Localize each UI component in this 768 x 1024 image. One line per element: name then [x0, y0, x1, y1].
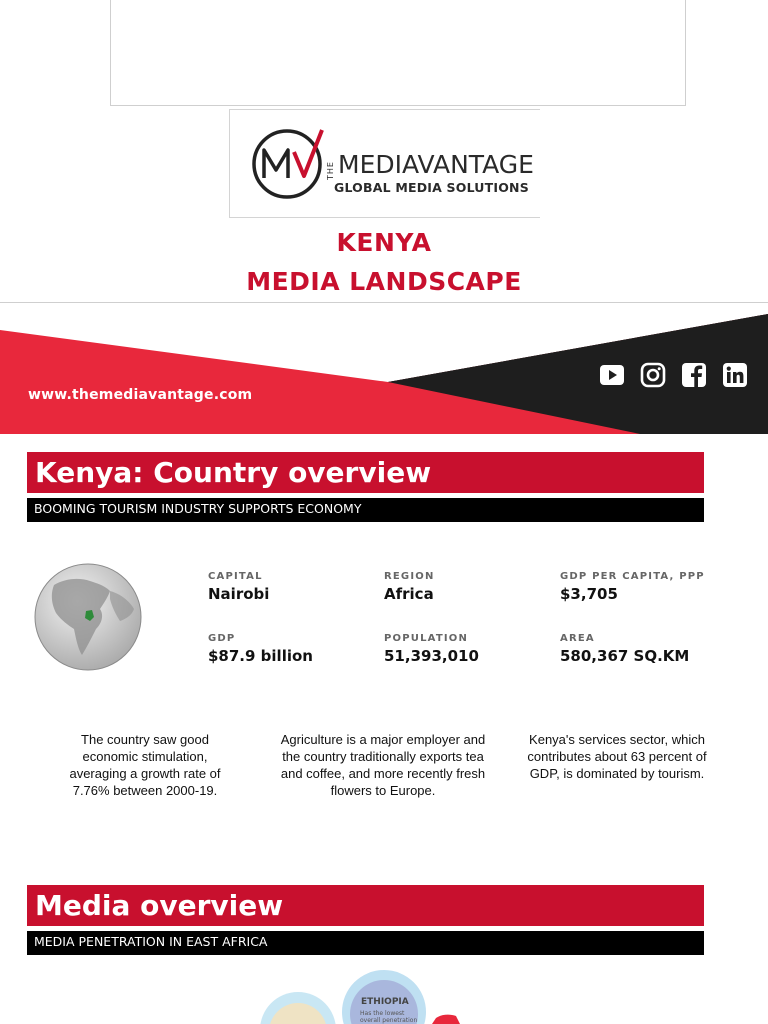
stat-value-region: Africa: [384, 585, 434, 603]
stat-value-area: 580,367 SQ.KM: [560, 647, 690, 665]
stat-value-capital: Nairobi: [208, 585, 270, 603]
stat-label-region: REGION: [384, 571, 435, 582]
brand-logo: [229, 109, 540, 218]
logo-tagline: GLOBAL MEDIA SOLUTIONS: [334, 180, 529, 195]
website-link[interactable]: www.themediavantage.com: [28, 387, 253, 403]
stat-value-population: 51,393,010: [384, 647, 479, 665]
section-heading-country-overview: Kenya: Country overview: [27, 452, 704, 493]
stat-label-area: AREA: [560, 633, 595, 644]
paragraph-growth: The country saw good economic stimulation, averaging a growth rate of 7.76% between 2000-19.: [69, 732, 221, 798]
top-placeholder-box: [110, 0, 686, 106]
instagram-icon[interactable]: [640, 362, 666, 388]
stat-value-gdp-per-capita: $3,705: [560, 585, 618, 603]
stat-label-population: POPULATION: [384, 633, 469, 644]
stat-label-capital: CAPITAL: [208, 571, 263, 582]
paragraph-agriculture: Agriculture is a major employer and the country traditionally exports tea and coffee, and more recently fresh flowers to Europe.: [280, 732, 486, 798]
bubble-note-ethiopia: Has the lowest overall penetration: [360, 1010, 418, 1024]
logo-the-text: THE: [326, 161, 335, 180]
section-subheading-media-overview: MEDIA PENETRATION IN EAST AFRICA: [27, 931, 704, 955]
logo-main-text: MEDIAVANTAGE: [338, 150, 534, 179]
page-title-line2: MEDIA LANDSCAPE: [246, 267, 522, 296]
stat-label-gdp-per-capita: GDP PER CAPITA, PPP: [560, 571, 705, 582]
section-heading-media-overview: Media overview: [27, 885, 704, 926]
page-title-line1: KENYA: [336, 228, 432, 257]
facebook-icon[interactable]: [681, 362, 707, 388]
paragraph-services: Kenya's services sector, which contributes about 63 percent of GDP, is dominated by tourism.: [527, 732, 707, 781]
stat-label-gdp: GDP: [208, 633, 236, 644]
globe-icon: [34, 563, 142, 671]
youtube-icon[interactable]: [599, 362, 625, 388]
bubble-label-ethiopia: ETHIOPIA: [361, 997, 409, 1007]
section-subheading-country-overview: BOOMING TOURISM INDUSTRY SUPPORTS ECONOMY: [27, 498, 704, 522]
linkedin-icon[interactable]: [722, 362, 748, 388]
stat-value-gdp: $87.9 billion: [208, 647, 313, 665]
